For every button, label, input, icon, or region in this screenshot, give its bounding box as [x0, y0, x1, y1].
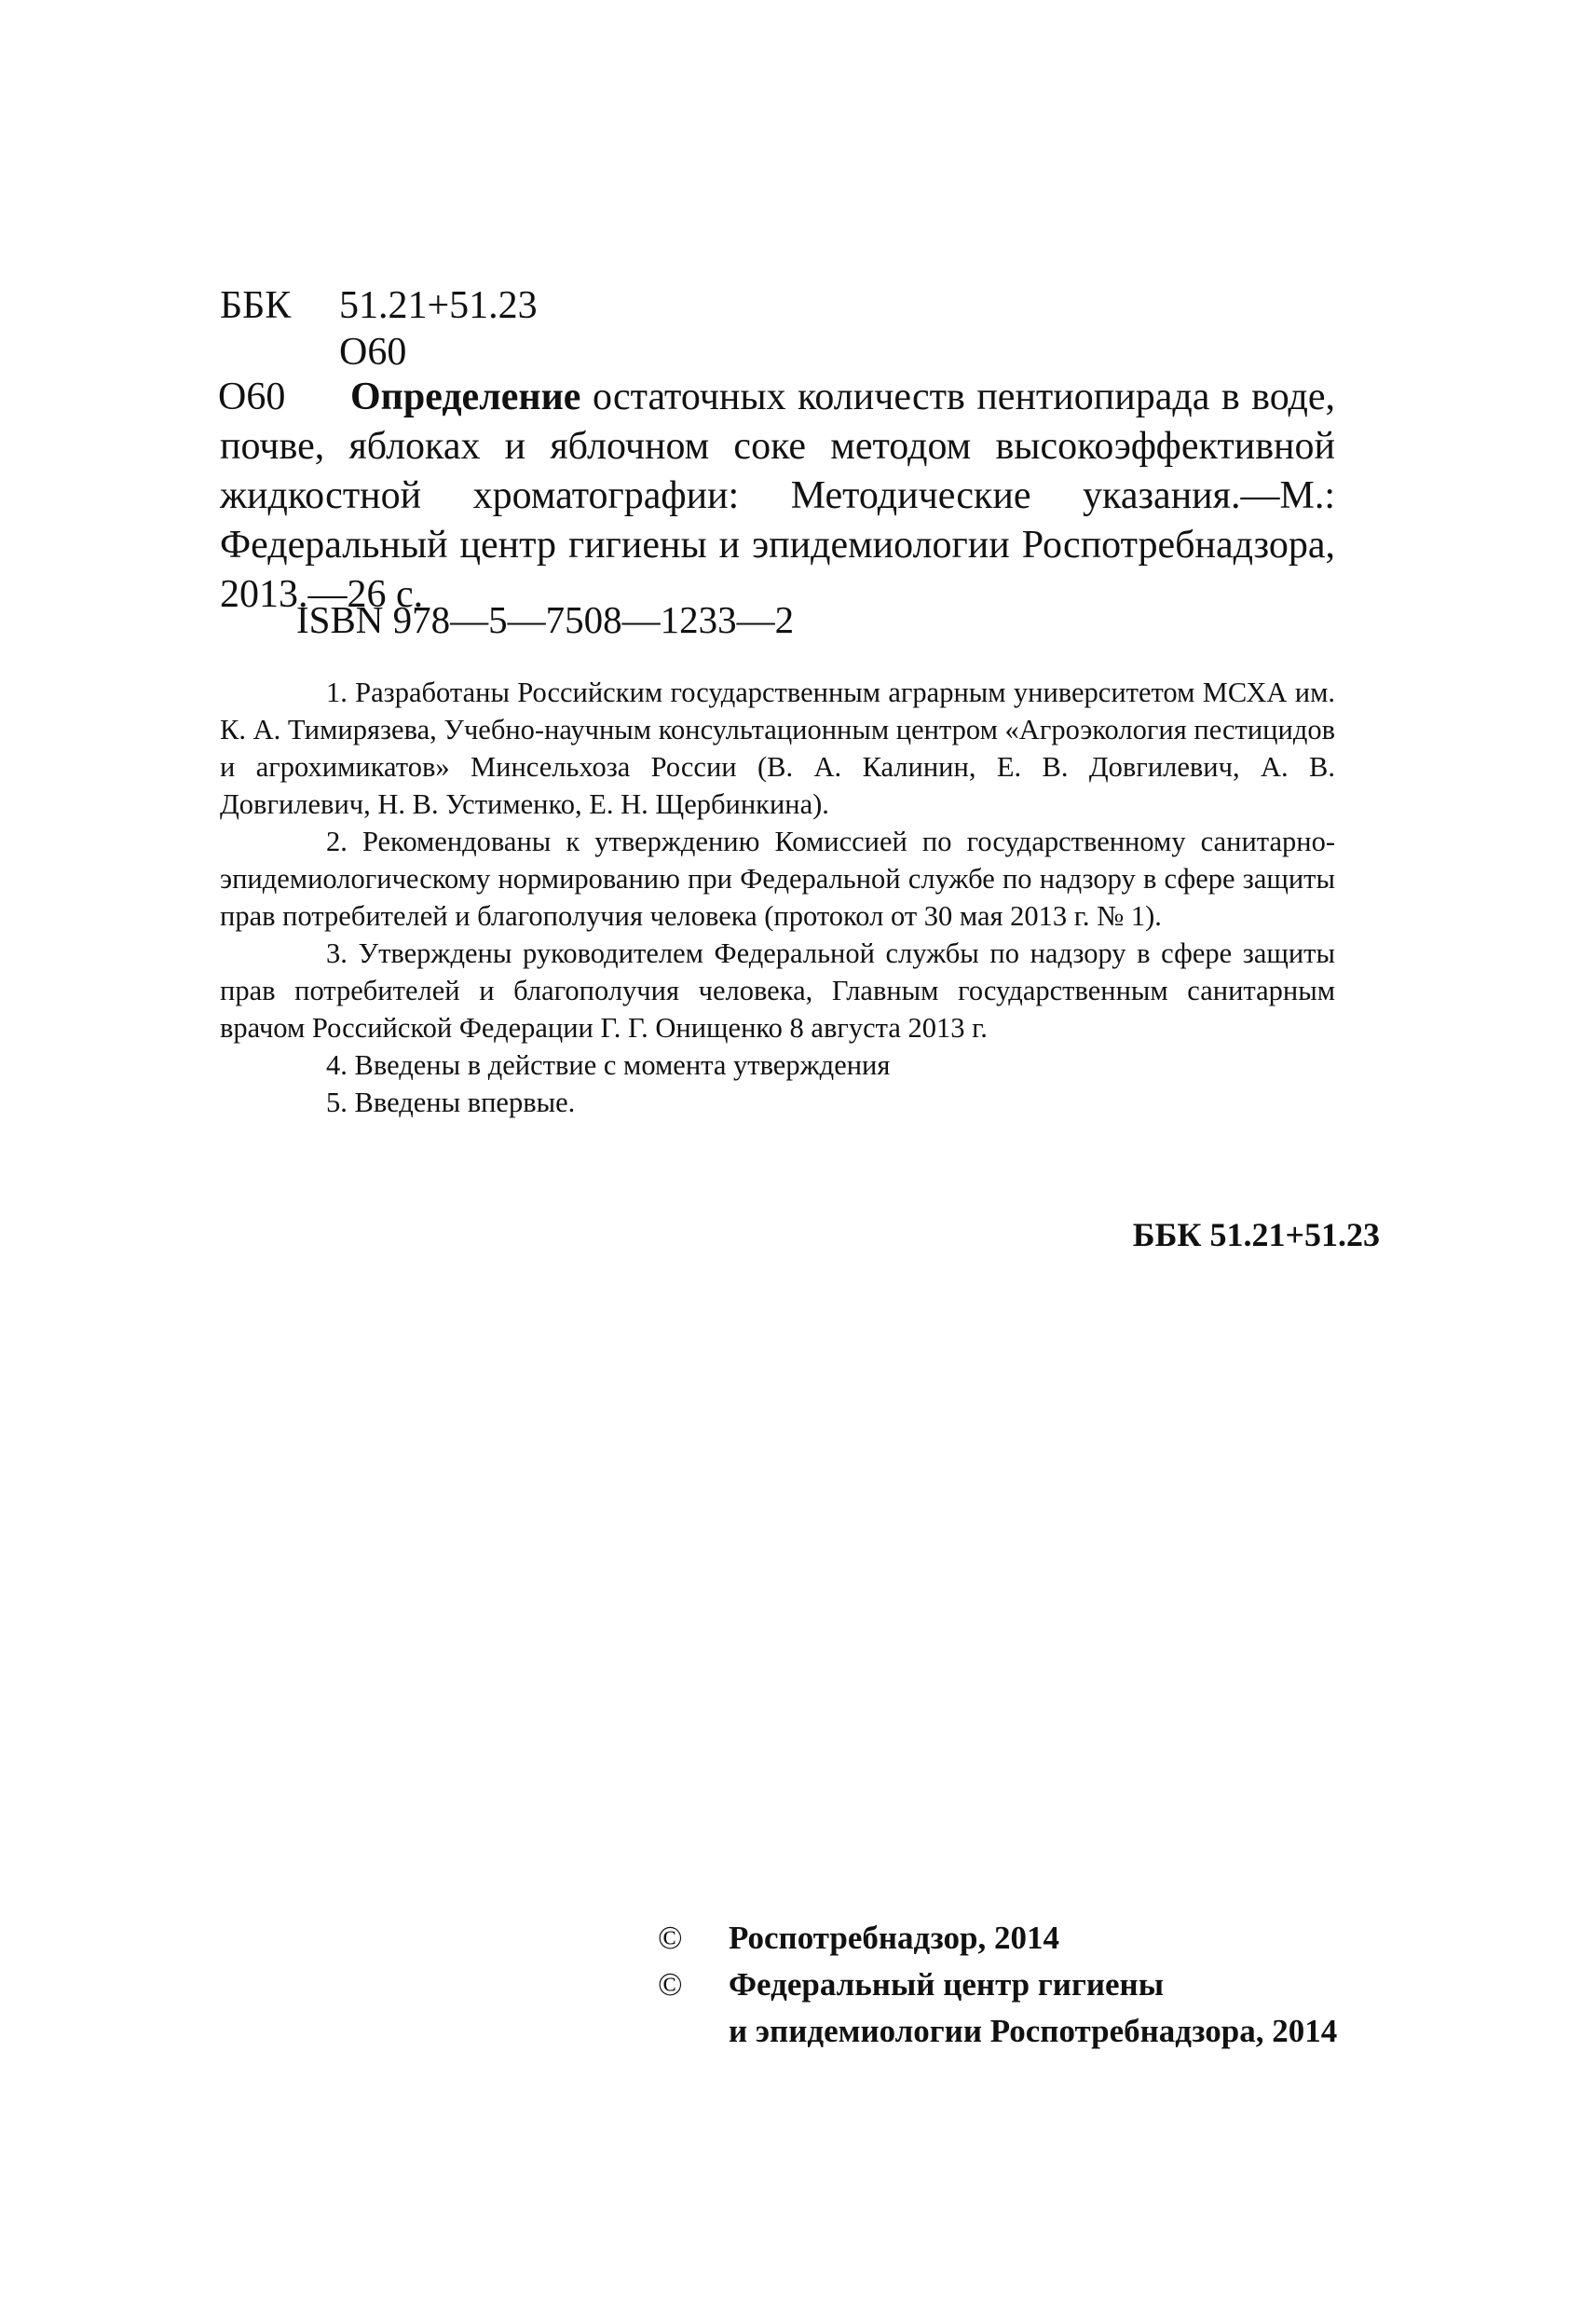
- copyright-block: [658, 1915, 1337, 2055]
- bbk-code: 51.21+51.23: [339, 284, 538, 327]
- copyright-icon: ©: [658, 1966, 683, 2003]
- author-sign-margin: О60: [218, 376, 286, 418]
- author-sign: О60: [339, 331, 407, 374]
- description-text: остаточных количеств пентиопирада в воде, почве, яблоках и яблочном соке методом высокоэффективной жидкостной хроматографии: Методические указания.—М.: Федеральный центр гигиены и эпидемиологии Роспотребнадзора, 2013.—26 с.: [220, 376, 1336, 616]
- copyright-line-2: Федеральный центр гигиены: [729, 1966, 1165, 2003]
- note-item: 1. Разработаны Российским государственным аграрным университетом МСХА им. К. А. Тимирязева, Учебно-научным консультационным центром «Агроэкология пестицидов и агрохимикатов» Минсельхоза России (В. А. Калинин, Е. В. Довгилевич, А. В. Довгилевич, Н. В. Устименко, Е. Н. Щербинкина).: [220, 677, 1335, 820]
- title-word: Определение: [350, 376, 581, 418]
- copyright-icon: ©: [658, 1920, 683, 1956]
- bibliographic-description: [220, 373, 1335, 620]
- note-item: 3. Утверждены руководителем Федеральной службы по надзору в сфере защиты прав потребителей и благополучия человека, Главным государственным санитарным врачом Российской Федерации Г. Г. Онищенко 8 августа 2013 г.: [220, 937, 1335, 1044]
- copyright-line-3: и эпидемиологии Роспотребнадзора, 2014: [729, 2013, 1338, 2049]
- note-item: 2. Рекомендованы к утверждению Комиссией по государственному санитарно-эпидемиологическому нормированию при Федеральной службе по надзору в сфере защиты прав потребителей и благополучия человека (протокол от 30 мая 2013 г. № 1).: [220, 826, 1335, 932]
- note-item: 4. Введены в действие с момента утверждения: [326, 1049, 891, 1081]
- notes-list: [220, 674, 1335, 1121]
- copyright-spacer: [658, 2008, 729, 2055]
- note-item: 5. Введены впервые.: [326, 1087, 576, 1118]
- bbk-label: ББК: [220, 284, 292, 327]
- copyright-line-1: Роспотребнадзор, 2014: [729, 1920, 1059, 1956]
- isbn: ISBN 978—5—7508—1233—2: [296, 598, 795, 641]
- bbk-bottom: ББК 51.21+51.23: [1132, 1216, 1380, 1253]
